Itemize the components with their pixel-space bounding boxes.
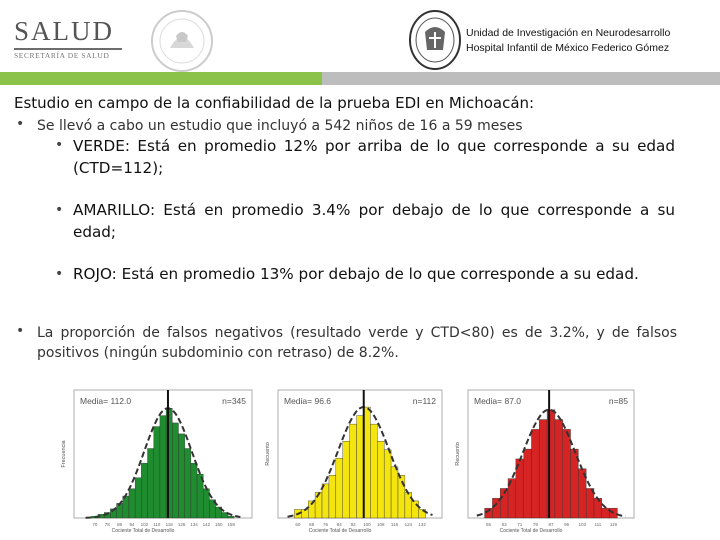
bullet-study: Se llevó a cabo un estudio que incluyó a 542 niños de 16 a 59 meses — [37, 118, 523, 134]
x-tick-label: 126 — [177, 522, 186, 527]
subbullet-rojo: ROJO: Está en promedio 13% por debajo de lo que corresponde a su edad. — [73, 265, 639, 283]
x-tick-label: 55 — [485, 522, 492, 527]
x-tick-label: 158 — [227, 522, 235, 527]
x-tick-label: 150 — [214, 522, 223, 527]
histogram-bar — [117, 503, 123, 518]
x-axis-label: Cociente Total de Desarrollo — [499, 528, 563, 534]
mean-label: Media= 87.0 — [474, 396, 522, 406]
histogram-amarillo — [262, 386, 448, 536]
x-tick-label: 108 — [376, 522, 385, 527]
histogram-svg — [58, 386, 258, 536]
histogram-bar — [343, 441, 350, 518]
histogram-bar — [185, 449, 191, 518]
histogram-bar — [191, 463, 197, 518]
histogram-bar — [370, 424, 377, 518]
x-axis-label: Cociente Total de Desarrollo — [308, 528, 372, 534]
histogram-bar — [141, 463, 147, 518]
histogram-bar — [135, 478, 141, 518]
histogram-bar — [492, 498, 500, 518]
x-tick-label: 134 — [190, 522, 198, 527]
histogram-bar — [203, 489, 209, 518]
header-gray-bar — [322, 72, 720, 85]
x-tick-label: 60 — [295, 522, 301, 527]
hospital-logo-icon — [407, 8, 463, 76]
histogram-rojo — [452, 386, 640, 536]
header — [0, 0, 720, 90]
mean-label: Media= 112.0 — [80, 396, 132, 406]
x-tick-label: 95 — [564, 522, 570, 527]
histogram-bar — [123, 496, 129, 518]
histogram-svg — [452, 386, 640, 536]
x-tick-label: 87 — [548, 522, 554, 527]
x-tick-label: 103 — [578, 522, 587, 527]
histogram-bar — [384, 450, 391, 518]
histogram-bar — [322, 484, 329, 518]
x-tick-label: 132 — [418, 522, 426, 527]
histogram-bar — [602, 508, 610, 518]
x-tick-label: 111 — [594, 522, 602, 527]
mexico-seal-icon — [146, 8, 218, 78]
x-tick-label: 70 — [92, 522, 98, 527]
histogram-bar — [178, 434, 184, 518]
histogram-bar — [524, 449, 532, 518]
institution-line1: Unidad de Investigación en Neurodesarrollo — [466, 27, 671, 39]
x-tick-label: 100 — [363, 522, 371, 527]
subbullet-amarillo: AMARILLO: Está en promedio 3.4% por debajo de lo que corresponde a su edad; — [73, 201, 675, 241]
salud-logo-line — [14, 48, 122, 50]
bullet-dot: • — [55, 266, 64, 282]
histogram-bar — [350, 424, 357, 518]
histogram-bar — [129, 489, 135, 518]
histogram-bar — [555, 420, 563, 518]
mean-label: Media= 96.6 — [284, 396, 332, 406]
histogram-bar — [405, 492, 412, 518]
x-tick-label: 84 — [336, 522, 342, 527]
slide-title: Estudio en campo de la confiabilidad de la prueba EDI en Michoacán: — [14, 94, 535, 112]
histogram-bar — [329, 475, 336, 518]
bullet-dot: • — [16, 323, 25, 339]
histogram-bar — [531, 429, 539, 518]
y-axis-label: Recuento — [455, 442, 461, 466]
histogram-bar — [154, 427, 160, 518]
x-tick-label: 79 — [532, 522, 538, 527]
n-label: n=85 — [608, 396, 628, 406]
x-tick-label: 124 — [404, 522, 413, 527]
salud-logo-subtitle: SECRETARÍA DE SALUD — [14, 51, 110, 60]
histogram-bar — [336, 458, 343, 518]
histogram-svg — [262, 386, 448, 536]
institution-text — [466, 26, 670, 56]
x-tick-label: 78 — [104, 522, 110, 527]
histogram-bar — [172, 423, 178, 518]
n-label: n=345 — [222, 396, 246, 406]
x-tick-label: 110 — [153, 522, 161, 527]
histogram-bar — [594, 498, 602, 518]
x-tick-label: 94 — [129, 522, 135, 527]
histogram-bar — [539, 420, 547, 518]
histogram-bar — [563, 429, 571, 518]
histogram-bar — [357, 416, 364, 518]
histogram-bar — [228, 516, 234, 518]
bullet-falsos: La proporción de falsos negativos (resultado verde y CTD<80) es de 3.2%, y de falsos positivos (ningún subdominio con retraso) de 8.2%. — [37, 325, 677, 361]
header-green-bar — [0, 72, 322, 85]
institution-line2: Hospital Infantil de México Federico Gómez — [466, 42, 670, 54]
x-tick-label: 116 — [390, 522, 399, 527]
x-tick-label: 142 — [202, 522, 211, 527]
histogram-bar — [377, 441, 384, 518]
x-tick-label: 118 — [165, 522, 173, 527]
histogram-bar — [160, 416, 166, 518]
histogram-bar — [391, 467, 398, 518]
salud-logo-word: SALUD — [14, 16, 115, 46]
x-tick-label: 119 — [609, 522, 618, 527]
histogram-bar — [148, 449, 154, 518]
x-tick-label: 63 — [501, 522, 507, 527]
y-axis-label: Recuento — [265, 442, 271, 466]
n-label: n=112 — [412, 396, 436, 406]
y-axis-label: Frecuencia — [61, 440, 67, 468]
x-tick-label: 102 — [140, 522, 149, 527]
x-tick-label: 68 — [309, 522, 315, 527]
bullet-dot: • — [55, 137, 64, 153]
bullet-dot: • — [16, 116, 25, 132]
histogram-verde — [58, 386, 258, 536]
x-tick-label: 86 — [117, 522, 123, 527]
x-tick-label: 92 — [350, 522, 356, 527]
x-axis-label: Cociente Total de Desarrollo — [111, 528, 175, 534]
x-tick-label: 76 — [322, 522, 328, 527]
histogram-bar — [412, 501, 419, 518]
subbullet-verde: VERDE: Está en promedio 12% por arriba de lo que corresponde a su edad (CTD=112); — [73, 137, 675, 177]
bullet-dot: • — [55, 202, 64, 218]
x-tick-label: 71 — [517, 522, 523, 527]
